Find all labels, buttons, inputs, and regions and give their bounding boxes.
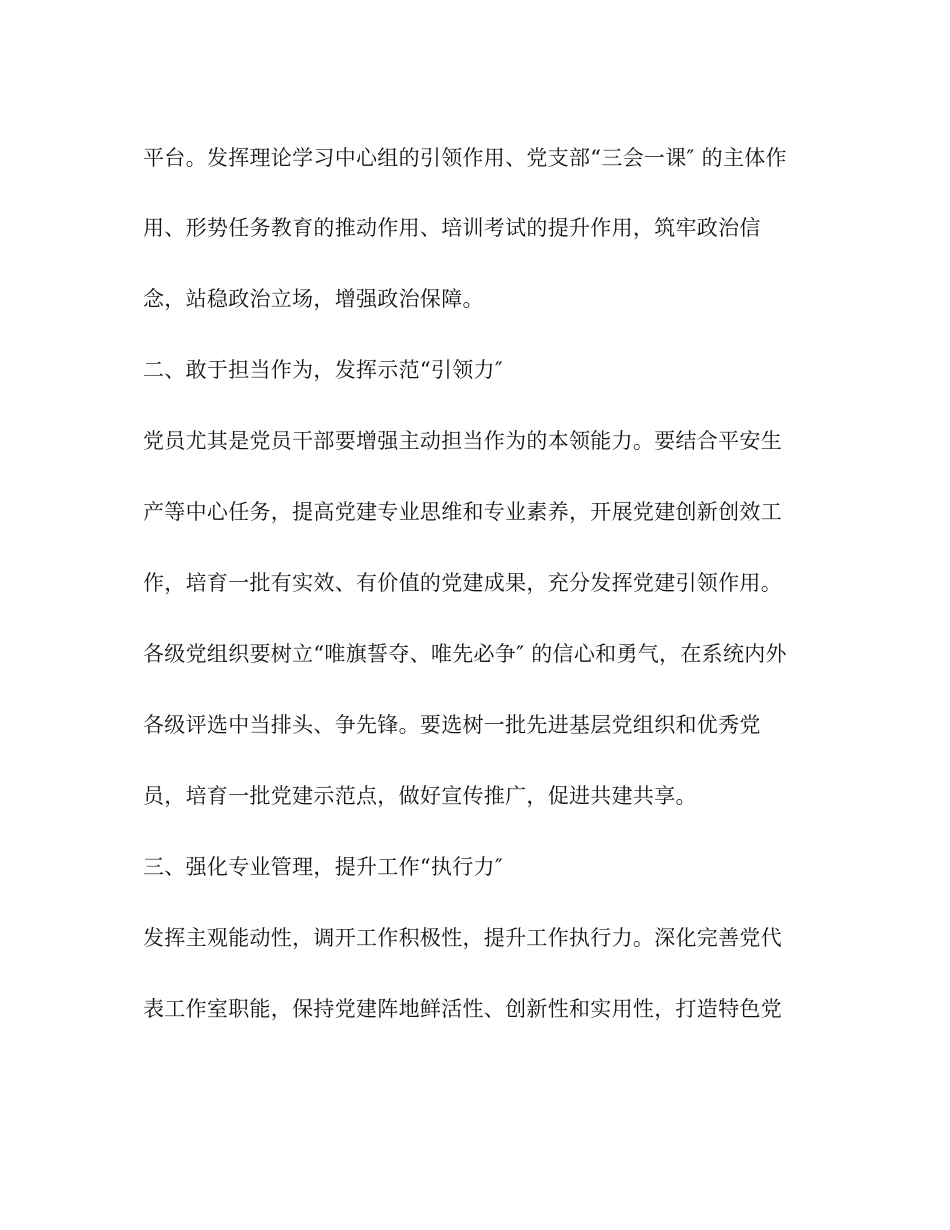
- section-heading-3: 三、强化专业管理，提升工作“执行力″: [143, 855, 503, 879]
- paragraph-line-2: 用、形势任务教育的推动作用、培训考试的提升作用，筑牢政治信: [143, 216, 761, 240]
- paragraph-line-5: 党员尤其是党员干部要增强主动担当作为的本领能力。要结合平安生: [143, 429, 782, 453]
- paragraph-line-10: 员，培育一批党建示范点，做好宣传推广，促进共建共享。: [143, 784, 697, 808]
- paragraph-line-6: 产等中心任务，提高党建专业思维和专业素养，开展党建创新创效工: [143, 500, 782, 524]
- paragraph-line-12: 发挥主观能动性，调开工作积极性，提升工作执行力。深化完善党代: [143, 926, 782, 950]
- paragraph-line-1: 平台。发挥理论学习中心组的引领作用、党支部“三会一课″ 的主体作: [143, 146, 787, 170]
- paragraph-line-9: 各级评选中当排头、争先锋。要选树一批先进基层党组织和优秀党: [143, 713, 761, 737]
- paragraph-line-3: 念，站稳政治立场，增强政治保障。: [143, 287, 484, 311]
- paragraph-line-7: 作，培育一批有实效、有价值的党建成果，充分发挥党建引领作用。: [143, 571, 782, 595]
- paragraph-line-8: 各级党组织要树立“唯旗誓夺、唯先必争″ 的信心和勇气，在系统内外: [143, 642, 787, 666]
- paragraph-line-13: 表工作室职能，保持党建阵地鲜活性、创新性和实用性，打造特色党: [143, 997, 782, 1021]
- section-heading-2: 二、敢于担当作为，发挥示范“引领力″: [143, 358, 503, 382]
